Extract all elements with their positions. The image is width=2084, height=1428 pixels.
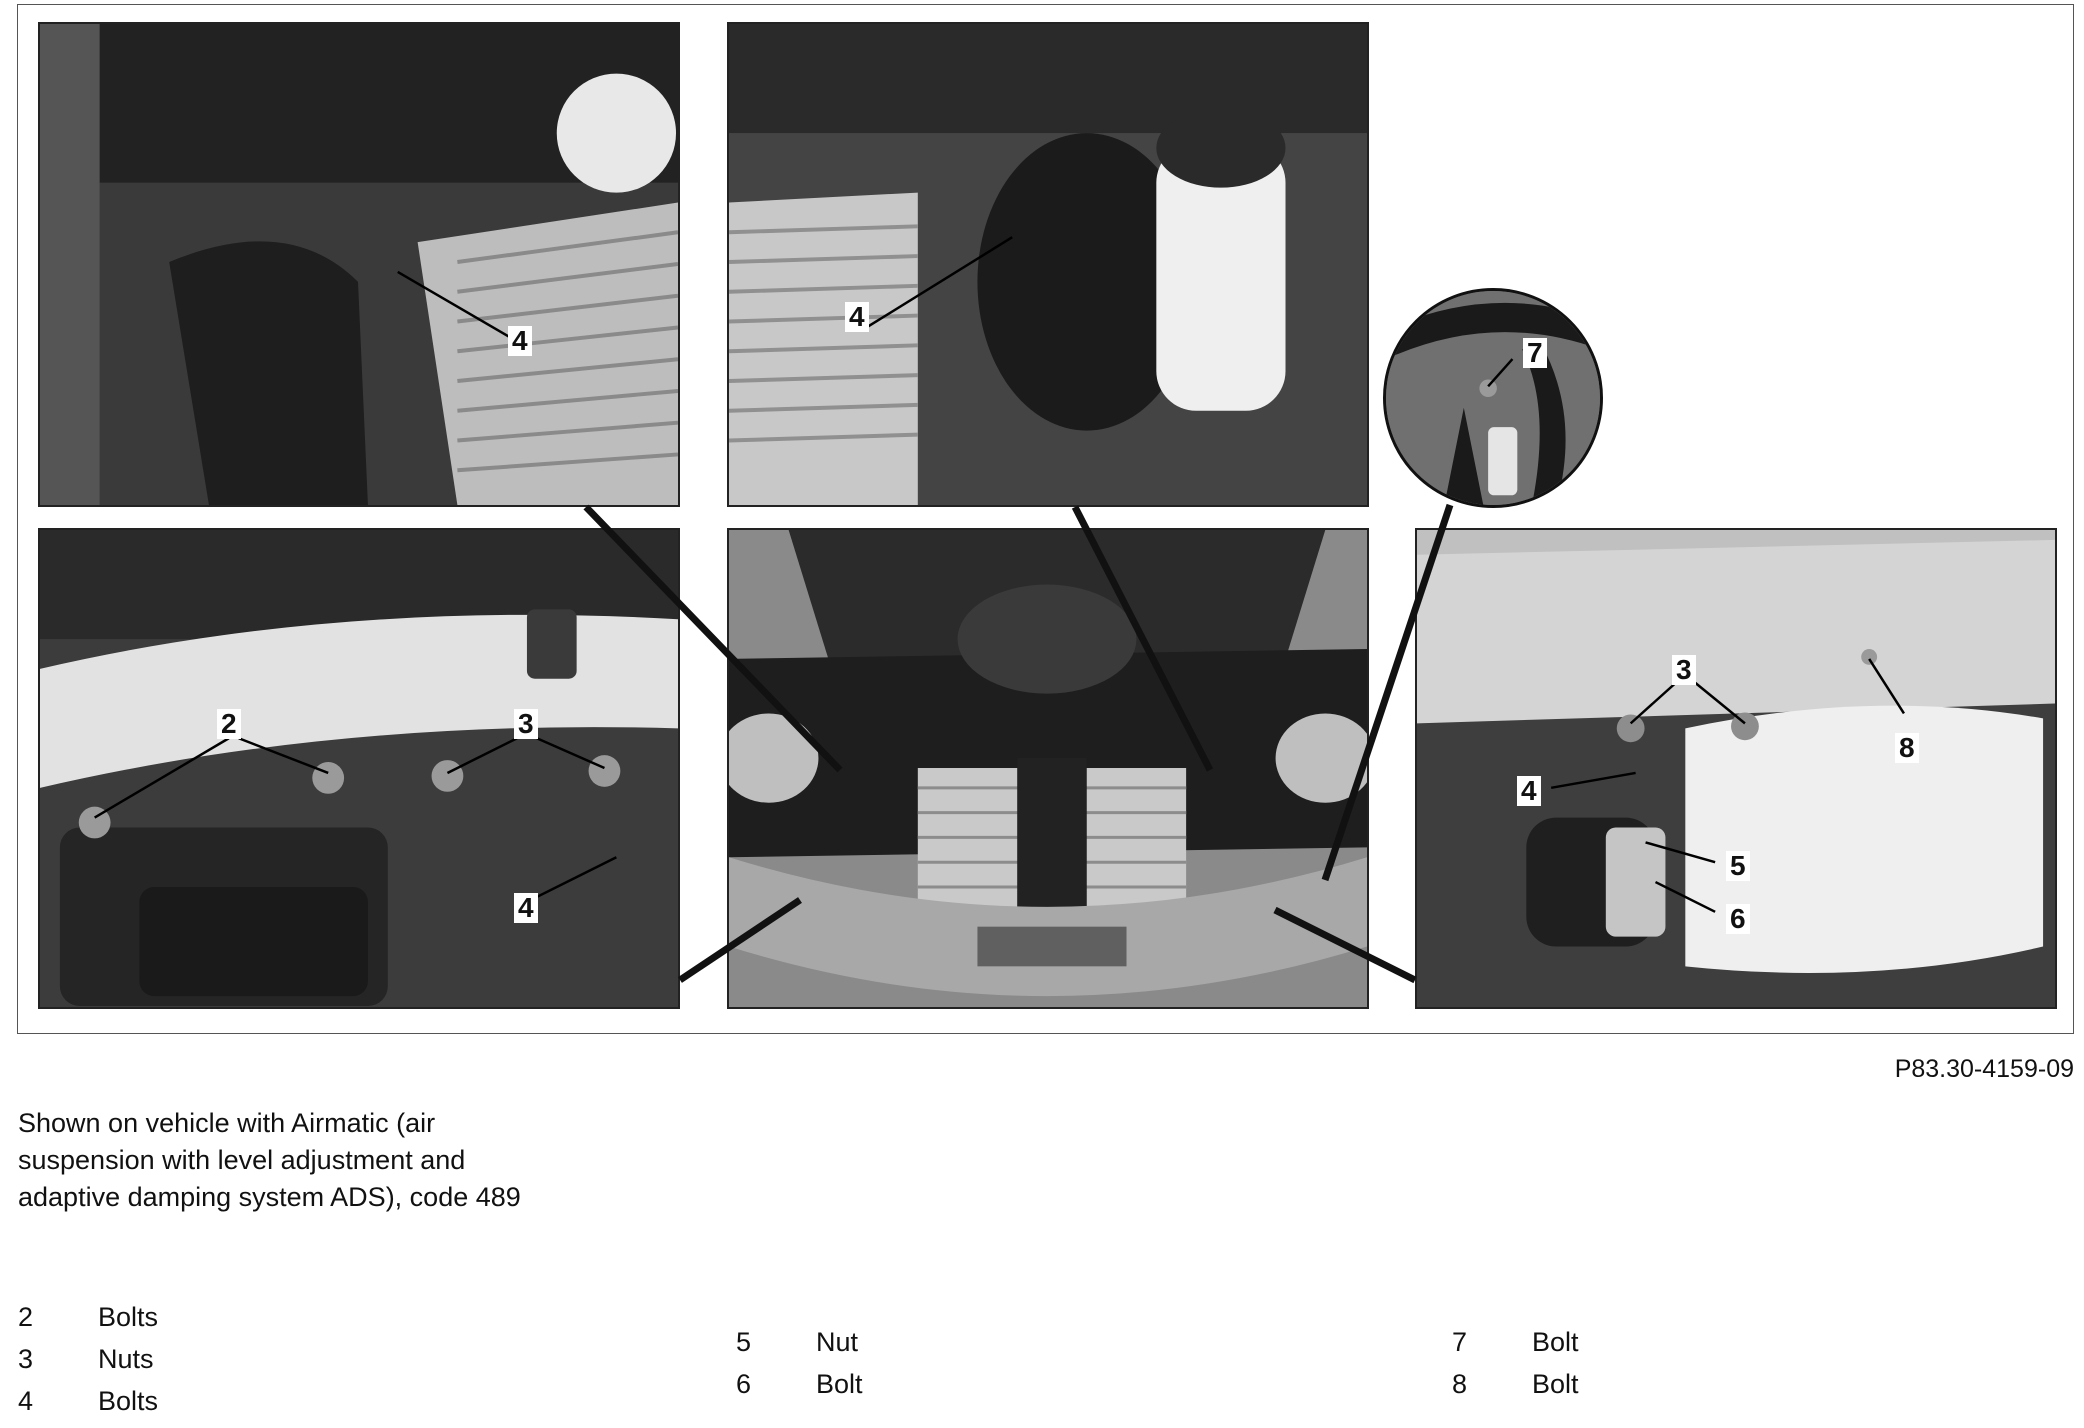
photo-top-left	[38, 22, 680, 507]
photo-bottom-middle	[727, 528, 1369, 1009]
legend-item	[18, 1302, 158, 1344]
legend-number: 4	[18, 1386, 34, 1416]
photo-bottom-right	[1415, 528, 2057, 1009]
callout-4: 4	[514, 893, 538, 923]
legend-label: Bolt	[1532, 1327, 1579, 1357]
photo-bottom-left	[38, 528, 680, 1009]
callout-5: 5	[1726, 851, 1750, 881]
callout-4: 4	[1517, 776, 1541, 806]
callout-2: 2	[217, 709, 241, 739]
callout-8: 8	[1895, 733, 1919, 763]
legend-item	[736, 1327, 863, 1369]
legend-item	[1452, 1369, 1579, 1411]
detail-circle	[1383, 288, 1603, 508]
legend-number: 5	[736, 1327, 752, 1357]
legend-label: Nuts	[98, 1344, 154, 1374]
legend-item	[18, 1344, 158, 1386]
legend-number: 6	[736, 1369, 752, 1399]
legend-item	[18, 1386, 158, 1428]
legend-number: 2	[18, 1302, 34, 1332]
legend-column-3	[1452, 1327, 1579, 1411]
legend-label: Bolt	[816, 1369, 863, 1399]
callout-6: 6	[1726, 904, 1750, 934]
legend-number: 7	[1452, 1327, 1468, 1357]
legend-item	[1452, 1327, 1579, 1369]
legend-column-2	[736, 1327, 863, 1411]
callout-4: 4	[508, 326, 532, 356]
legend-number: 8	[1452, 1369, 1468, 1399]
photo-top-middle	[727, 22, 1369, 507]
callout-3: 3	[514, 709, 538, 739]
figure-caption: Shown on vehicle with Airmatic (air suspension with level adjustment and adaptive damping system ADS), code 489	[18, 1108, 521, 1212]
callout-7: 7	[1523, 338, 1547, 368]
callout-3: 3	[1672, 655, 1696, 685]
legend-label: Bolt	[1532, 1369, 1579, 1399]
legend-item	[736, 1369, 863, 1411]
legend-label: Bolts	[98, 1302, 159, 1332]
callout-4: 4	[845, 302, 869, 332]
figure-code: P83.30-4159-09	[1894, 1055, 2074, 1083]
legend-label: Nut	[816, 1327, 859, 1357]
legend-column-1	[18, 1302, 158, 1428]
legend-number: 3	[18, 1344, 34, 1374]
legend-label: Bolts	[98, 1386, 159, 1416]
